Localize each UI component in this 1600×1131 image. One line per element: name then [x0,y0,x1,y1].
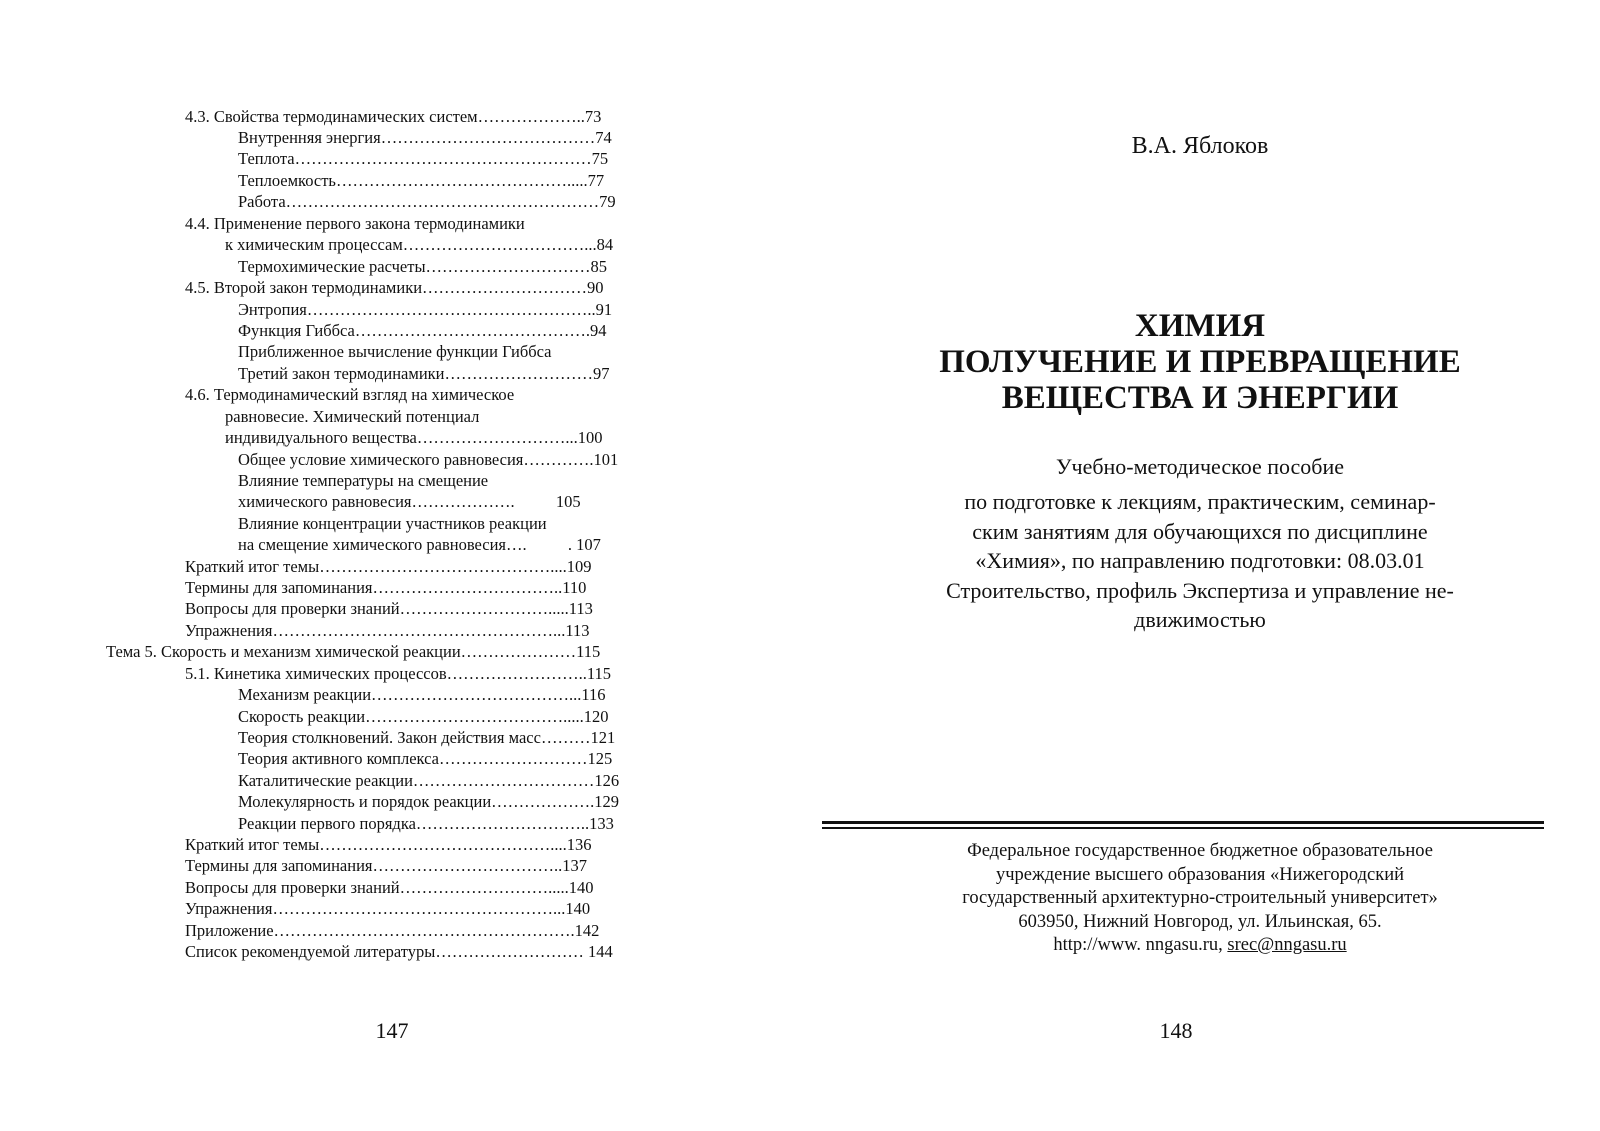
document-type: Учебно-методическое пособие [1055,454,1345,479]
toc-entry: к химическим процессам……………………………...84 [225,235,614,254]
publisher-line: Федеральное государственное бюджетное образовательное [967,841,1433,861]
description [870,487,1530,635]
toc-entry: Теория активного комплекса………………………125 [238,749,613,768]
toc-entry: 4.5. Второй закон термодинамики…………………………90 [185,278,604,297]
toc-entry: химического равновесия………………. 105 [238,492,581,511]
toc-entry: Приложение……………………………………………….142 [185,921,600,940]
toc-entry: Тема 5. Скорость и механизм химической реакции…………………115 [106,642,601,661]
toc-entry: Влияние концентрации участников реакции [238,514,547,533]
divider-rule [822,827,1544,829]
toc-entry: Влияние температуры на смещение [238,471,489,490]
toc-entry: Третий закон термодинамики………………………97 [238,364,610,383]
toc-entry: Скорость реакции……………………………….....120 [238,707,609,726]
book-title [840,308,1560,416]
title-line: ХИМИЯ [1134,308,1266,344]
toc-entry: на смещение химического равновесия…. . 107 [238,535,601,554]
toc-entry: Работа…………………………………………………79 [238,192,616,211]
toc-entry: 4.3. Свойства термодинамических систем………………..73 [185,107,602,126]
toc-entry: Механизм реакции………………………………...116 [238,685,606,704]
toc-entry: Термины для запоминания……………………………..110 [185,578,587,597]
toc-entry: Упражнения……………………………………………...113 [185,621,590,640]
toc-entry: Термохимические расчеты…………………………85 [238,257,608,276]
publisher-line: учреждение высшего образования «Нижегородский [995,864,1405,885]
toc-entry: 4.4. Применение первого закона термодинамики [185,214,525,233]
toc-entry: Список рекомендуемой литературы……………………… 144 [185,942,613,961]
toc-entry: 5.1. Кинетика химических процессов……………………..115 [185,664,612,683]
page-number: 148 [1159,1018,1193,1043]
description-line: «Химия», по направлению подготовки: 08.03.01 [975,548,1425,573]
toc-entry: Теплота………………………………………………75 [238,149,609,168]
publisher-line: государственный архитектурно-строительный университет» [962,888,1438,908]
website-text: http://www. nngasu.ru, [1053,935,1228,955]
toc-entry: Каталитические реакции……………………………126 [238,771,620,790]
toc-entry: Теплоемкость…………………………………….....77 [238,171,605,190]
contact-line [860,934,1540,958]
right-page [800,0,1600,1131]
toc-entry: Термины для запоминания……………………………..137 [185,856,587,875]
publisher-info [860,840,1540,958]
toc-entry: Теория столкновений. Закон действия масс………121 [238,728,616,747]
title-line: ВЕЩЕСТВА И ЭНЕРГИИ [1001,380,1399,416]
toc-entry: Краткий итог темы……………………………………....136 [185,835,592,854]
toc-entry: Упражнения……………………………………………...140 [185,899,591,918]
page-number: 147 [375,1018,409,1043]
description-line: ским занятиям для обучающихся по дисциплине [972,518,1428,544]
toc-entry: Функция Гиббса…………………………………….94 [238,321,607,340]
toc-entry: равновесие. Химический потенциал [225,407,480,426]
description-line: движимостью [1134,607,1266,632]
description-line: по подготовке к лекциям, практическим, семинар- [964,489,1436,514]
divider-rule [822,821,1544,824]
toc-entry: Вопросы для проверки знаний……………………….....140 [185,878,594,897]
toc-entry: Реакции первого порядка…………………………..133 [238,814,614,833]
publisher-line: 603950, Нижний Новгород, ул. Ильинская, 65. [1018,911,1382,932]
toc-entry: Внутренняя энергия…………………………………74 [238,128,612,147]
toc-entry: Приближенное вычисление функции Гиббса [238,342,552,361]
toc-entry: 4.6. Термодинамический взгляд на химическое [185,385,515,404]
email-link[interactable]: srec@nngasu.ru [1227,935,1347,955]
toc-entry: Энтропия……………………………………………..91 [238,300,613,319]
description-line: Строительство, профиль Экспертиза и управление не- [946,577,1454,603]
toc-entry: индивидуального вещества………………………...100 [225,428,603,447]
toc-entry: Молекулярность и порядок реакции……………….129 [238,792,620,811]
author-name: В.А. Яблоков [1131,133,1269,159]
toc-entry: Общее условие химического равновесия………….101 [238,450,619,469]
toc-entry: Вопросы для проверки знаний……………………….....113 [185,599,593,618]
toc-entry: Краткий итог темы……………………………………....109 [185,557,592,576]
title-line: ПОЛУЧЕНИЕ И ПРЕВРАЩЕНИЕ [939,344,1461,380]
